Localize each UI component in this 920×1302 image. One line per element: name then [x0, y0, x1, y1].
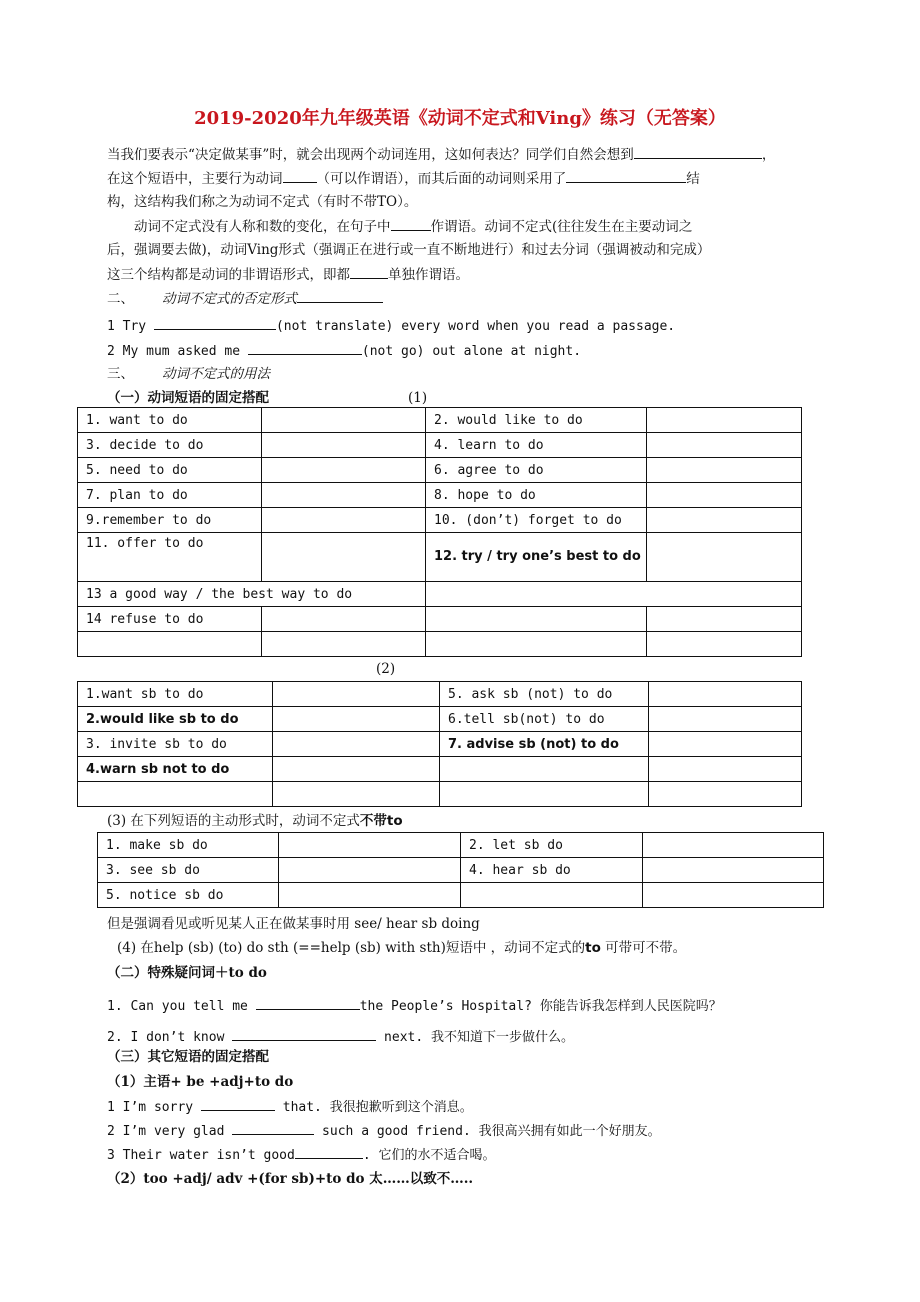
table-cell: 4. learn to do: [426, 433, 647, 458]
answer-cell[interactable]: [461, 883, 643, 908]
answer-cell[interactable]: [262, 458, 426, 483]
table-cell: 3. decide to do: [78, 433, 262, 458]
answer-cell[interactable]: [649, 707, 802, 732]
answer-blank[interactable]: [295, 1145, 363, 1159]
table-row: [78, 408, 802, 433]
answer-cell[interactable]: [643, 883, 824, 908]
section-2-question-1: [107, 316, 675, 336]
answer-blank[interactable]: [154, 316, 276, 330]
question-text: that. 我很抱歉听到这个消息。: [274, 1100, 473, 1115]
question-text: next. 我不知道下一步做什么。: [376, 1030, 575, 1045]
table-cell: 1. want to do: [78, 408, 262, 433]
question-text: . 它们的水不适合喝。: [362, 1148, 496, 1163]
answer-cell[interactable]: [647, 607, 802, 632]
table-2-mark: (2): [376, 661, 396, 677]
table-cell: 6.tell sb(not) to do: [440, 707, 649, 732]
intro-text: （可以作谓语），而其后面的动词则采用了: [316, 171, 567, 187]
answer-cell[interactable]: [262, 433, 426, 458]
intro-line-1: [107, 145, 775, 164]
answer-cell[interactable]: [279, 858, 461, 883]
question-text: 1 I’m sorry: [107, 1100, 201, 1115]
table-cell: 4. hear sb do: [461, 858, 643, 883]
answer-cell[interactable]: [262, 408, 426, 433]
table-cell: 5. notice sb do: [98, 883, 279, 908]
table-cell: 9.remember to do: [78, 508, 262, 533]
answer-cell[interactable]: [649, 782, 802, 807]
subsection-3-question-3: [107, 1145, 496, 1165]
intro-text: 当我们要表示“决定做某事”时，就会出现两个动词连用，这如何表达？同学们自然会想到: [107, 147, 634, 163]
answer-cell[interactable]: [643, 858, 824, 883]
question-text: such a good friend. 我很高兴拥有如此一个好朋友。: [314, 1124, 661, 1139]
answer-cell[interactable]: [649, 732, 802, 757]
table-row: [78, 533, 802, 582]
section-heading: 动词不定式的用法: [162, 366, 270, 382]
answer-cell[interactable]: [649, 682, 802, 707]
question-text: 3 Their water isn’t good: [107, 1148, 295, 1163]
answer-cell[interactable]: [426, 582, 802, 607]
answer-blank[interactable]: [391, 217, 431, 231]
table-cell: 7. advise sb (not) to do: [440, 732, 649, 757]
answer-cell[interactable]: [262, 632, 426, 657]
table-cell: 2.would like sb to do: [78, 707, 273, 732]
table-row: [78, 757, 802, 782]
answer-cell[interactable]: [78, 782, 273, 807]
page-title: 2019-2020年九年级英语《动词不定式和Ving》练习（无答案）: [194, 108, 726, 129]
intro-text: 单独作谓语。: [388, 267, 469, 283]
table-cell: 4.warn sb not to do: [78, 757, 273, 782]
table-cell: 1. make sb do: [98, 833, 279, 858]
table-cell: 2. let sb do: [461, 833, 643, 858]
table-cell: 1.want sb to do: [78, 682, 273, 707]
table-3: [97, 832, 824, 908]
answer-blank[interactable]: [232, 1027, 376, 1041]
table-row: [98, 858, 824, 883]
table-cell: 3. see sb do: [98, 858, 279, 883]
table-cell: 5. ask sb (not) to do: [440, 682, 649, 707]
answer-cell[interactable]: [440, 782, 649, 807]
table-row: [78, 707, 802, 732]
answer-cell[interactable]: [262, 508, 426, 533]
subsection-1-mark: (1): [408, 390, 428, 406]
note-bold: to: [585, 940, 601, 956]
answer-blank[interactable]: [297, 289, 383, 303]
answer-cell[interactable]: [647, 632, 802, 657]
note-text: (4) 在help (sb) (to) do sth (==help (sb) with sth)短语中 ，动词不定式的: [117, 940, 586, 956]
note-3: [107, 812, 403, 830]
answer-blank[interactable]: [256, 996, 360, 1010]
note-text: (3) 在下列短语的主动形式时，动词不定式: [107, 813, 360, 829]
subsection-1-heading: [107, 389, 269, 407]
subsection-2-question-1: [107, 996, 722, 1016]
table-row: [78, 682, 802, 707]
intro-line-5: 后，强调要去做)，动词Ving形式（强调正在进行或一直不断地进行）和过去分词（强调被动和完成）: [107, 242, 711, 258]
answer-blank[interactable]: [566, 169, 686, 183]
intro-text: 在这个短语中，主要行为动词: [107, 171, 283, 187]
question-text: (not go) out alone at night.: [361, 344, 582, 359]
section-heading: 动词不定式的否定形式: [162, 291, 297, 307]
answer-cell[interactable]: [273, 757, 440, 782]
answer-cell[interactable]: [262, 533, 426, 582]
question-text: (not translate) every word when you read a passage.: [275, 319, 676, 334]
subsection-3-question-2: [107, 1121, 661, 1141]
intro-text: 结: [686, 171, 700, 187]
answer-cell[interactable]: [273, 732, 440, 757]
subsection-3-question-1: [107, 1097, 473, 1117]
table-cell: 6. agree to do: [426, 458, 647, 483]
answer-cell[interactable]: [279, 883, 461, 908]
table-row: [78, 508, 802, 533]
table-row: [78, 607, 802, 632]
subsection-3-heading: （三）其它短语的固定搭配: [107, 1049, 269, 1065]
table-row: [98, 833, 824, 858]
answer-cell[interactable]: [647, 433, 802, 458]
section-number: 二、: [107, 291, 134, 307]
table-cell: 11. offer to do: [78, 533, 262, 582]
answer-cell[interactable]: [649, 757, 802, 782]
answer-blank[interactable]: [248, 341, 362, 355]
table-cell: 2. would like to do: [426, 408, 647, 433]
table-row: [78, 458, 802, 483]
table-row: [98, 883, 824, 908]
table-2: [77, 681, 802, 807]
answer-blank[interactable]: [232, 1121, 314, 1135]
answer-cell[interactable]: [273, 682, 440, 707]
section-2-heading: [107, 289, 383, 308]
note-text: 可带可不带。: [600, 940, 687, 956]
question-text: 1 Try: [107, 319, 154, 334]
intro-text: 动词不定式没有人称和数的变化，在句子中: [134, 219, 391, 235]
table-cell: 7. plan to do: [78, 483, 262, 508]
intro-text: 作谓语。动词不定式(往往发生在主要动词之: [430, 219, 693, 235]
table-cell: 3. invite sb to do: [78, 732, 273, 757]
subsection-2-heading: （二）特殊疑问词＋to do: [107, 965, 267, 981]
answer-cell[interactable]: [78, 632, 262, 657]
answer-cell[interactable]: [273, 782, 440, 807]
table-row: [78, 483, 802, 508]
table-row: [78, 582, 802, 607]
note-bold: 不带to: [359, 813, 403, 829]
question-text: 2. I don’t know: [107, 1030, 233, 1045]
answer-cell[interactable]: [647, 458, 802, 483]
answer-cell[interactable]: [262, 607, 426, 632]
answer-blank[interactable]: [350, 265, 388, 279]
note-3-extra: 但是强调看见或听见某人正在做某事时用 see/ hear sb doing: [107, 916, 480, 932]
subsection-title: （一）动词短语的固定搭配: [107, 390, 269, 406]
answer-cell[interactable]: [279, 833, 461, 858]
answer-blank[interactable]: [283, 169, 317, 183]
table-cell: 12. try / try one’s best to do: [426, 533, 647, 582]
table-row: [78, 632, 802, 657]
answer-cell[interactable]: [426, 632, 647, 657]
question-text: the People’s Hospital? 你能告诉我怎样到人民医院吗？: [359, 999, 722, 1014]
intro-line-6: [107, 265, 469, 284]
table-row: [78, 782, 802, 807]
answer-cell[interactable]: [647, 483, 802, 508]
answer-cell[interactable]: [647, 408, 802, 433]
subsection-3-1-heading: （1）主语+ be +adj+to do: [107, 1074, 294, 1090]
intro-line-2: [107, 169, 700, 188]
answer-cell[interactable]: [426, 607, 647, 632]
table-cell: 13 a good way / the best way to do: [78, 582, 426, 607]
answer-cell[interactable]: [643, 833, 824, 858]
question-text: 1. Can you tell me: [107, 999, 256, 1014]
answer-cell[interactable]: [647, 508, 802, 533]
answer-cell[interactable]: [440, 757, 649, 782]
subsection-2-question-2: [107, 1027, 574, 1047]
answer-cell[interactable]: [273, 707, 440, 732]
intro-line-3: 构，这结构我们称之为动词不定式（有时不带TO）。: [107, 194, 418, 210]
intro-text: 这三个结构都是动词的非谓语形式，即都: [107, 267, 350, 283]
note-4: [117, 939, 686, 957]
answer-cell[interactable]: [647, 533, 802, 582]
table-cell: 8. hope to do: [426, 483, 647, 508]
table-cell: 10. (don’t) forget to do: [426, 508, 647, 533]
intro-text: ，: [761, 147, 776, 163]
section-number: 三、: [107, 366, 134, 382]
table-1: [77, 407, 802, 657]
table-row: [78, 732, 802, 757]
subsection-3-2-heading: （2）too +adj/ adv +(for sb)+to do 太……以致不…..: [107, 1171, 474, 1187]
question-text: 2 I’m very glad: [107, 1124, 233, 1139]
answer-cell[interactable]: [262, 483, 426, 508]
section-3-heading: [107, 365, 270, 383]
answer-blank[interactable]: [201, 1097, 275, 1111]
intro-line-4: [134, 217, 692, 236]
section-2-question-2: [107, 341, 581, 361]
table-row: [78, 433, 802, 458]
table-cell: 14 refuse to do: [78, 607, 262, 632]
answer-blank[interactable]: [634, 145, 762, 159]
table-cell: 5. need to do: [78, 458, 262, 483]
question-text: 2 My mum asked me: [107, 344, 248, 359]
